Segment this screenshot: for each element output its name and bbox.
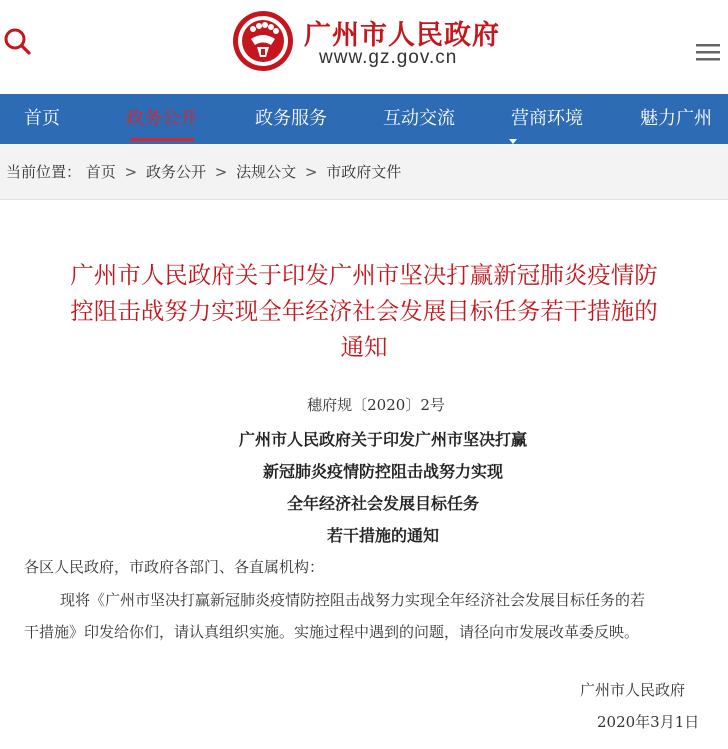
article-title-line: 控阻击战努力实现全年经济社会发展目标任务若干措施的: [70, 297, 658, 325]
document-subtitle-line: 全年经济社会发展目标任务: [286, 494, 479, 513]
nav-item-interaction[interactable]: 互动交流: [383, 108, 455, 129]
emblem-logo-icon: [231, 9, 295, 73]
body-paragraph-line: 现将《广州市坚决打赢新冠肺炎疫情防控阻击战努力实现全年经济社会发展目标任务的若: [60, 591, 646, 609]
nav-item-home[interactable]: 首页: [24, 108, 60, 129]
article-title: [30, 257, 698, 365]
document-subtitle-line: 若干措施的通知: [326, 526, 439, 545]
breadcrumb-government-affairs[interactable]: 政务公开: [145, 163, 206, 181]
nav-item-services[interactable]: 政务服务: [255, 108, 327, 129]
signer: 广州市人民政府: [580, 681, 686, 699]
document-number: 穗府规〔2020〕2号: [307, 396, 445, 414]
document-date: 2020年3月1日: [597, 713, 700, 731]
search-icon: [2, 25, 32, 57]
breadcrumb-separator-icon: >: [214, 163, 228, 181]
document-subtitle-line: 广州市人民政府关于印发广州市坚决打赢: [238, 430, 527, 449]
breadcrumb-city-documents[interactable]: 市政府文件: [326, 163, 402, 181]
nav-item-government-affairs[interactable]: 政务公开: [126, 108, 198, 129]
document-subtitle-line: 新冠肺炎疫情防控阻击战努力实现: [262, 462, 503, 481]
breadcrumb-separator-icon: >: [304, 163, 318, 181]
nav-item-charm-guangzhou[interactable]: 魅力广州: [640, 108, 712, 129]
breadcrumb-prefix: 当前位置：: [6, 163, 82, 181]
breadcrumb-home[interactable]: 首页: [85, 163, 116, 181]
breadcrumb-separator-icon: >: [124, 163, 138, 181]
menu-button[interactable]: [694, 40, 722, 64]
breadcrumb-regulations[interactable]: 法规公文: [236, 163, 297, 181]
hamburger-menu-icon: [694, 40, 722, 64]
site-header: [0, 0, 728, 94]
nav-item-business-environment[interactable]: 营商环境: [511, 108, 583, 129]
body-paragraph-line: 干措施》印发给你们，请认真组织实施。实施过程中遇到的问题，请径向市发展改革委反映。: [24, 623, 640, 641]
article-title-line: 广州市人民政府关于印发广州市坚决打赢新冠肺炎疫情防: [70, 261, 658, 289]
search-button[interactable]: [2, 25, 32, 57]
salutation: 各区人民政府，市政府各部门、各直属机构：: [24, 558, 325, 576]
breadcrumb: [0, 144, 728, 200]
main-nav: [0, 94, 728, 144]
site-name: 广州市人民政府: [304, 20, 500, 51]
article-title-line: 通知: [340, 333, 388, 361]
active-tab-indicator: [130, 138, 194, 141]
site-url: www.gz.gov.cn: [319, 47, 458, 68]
